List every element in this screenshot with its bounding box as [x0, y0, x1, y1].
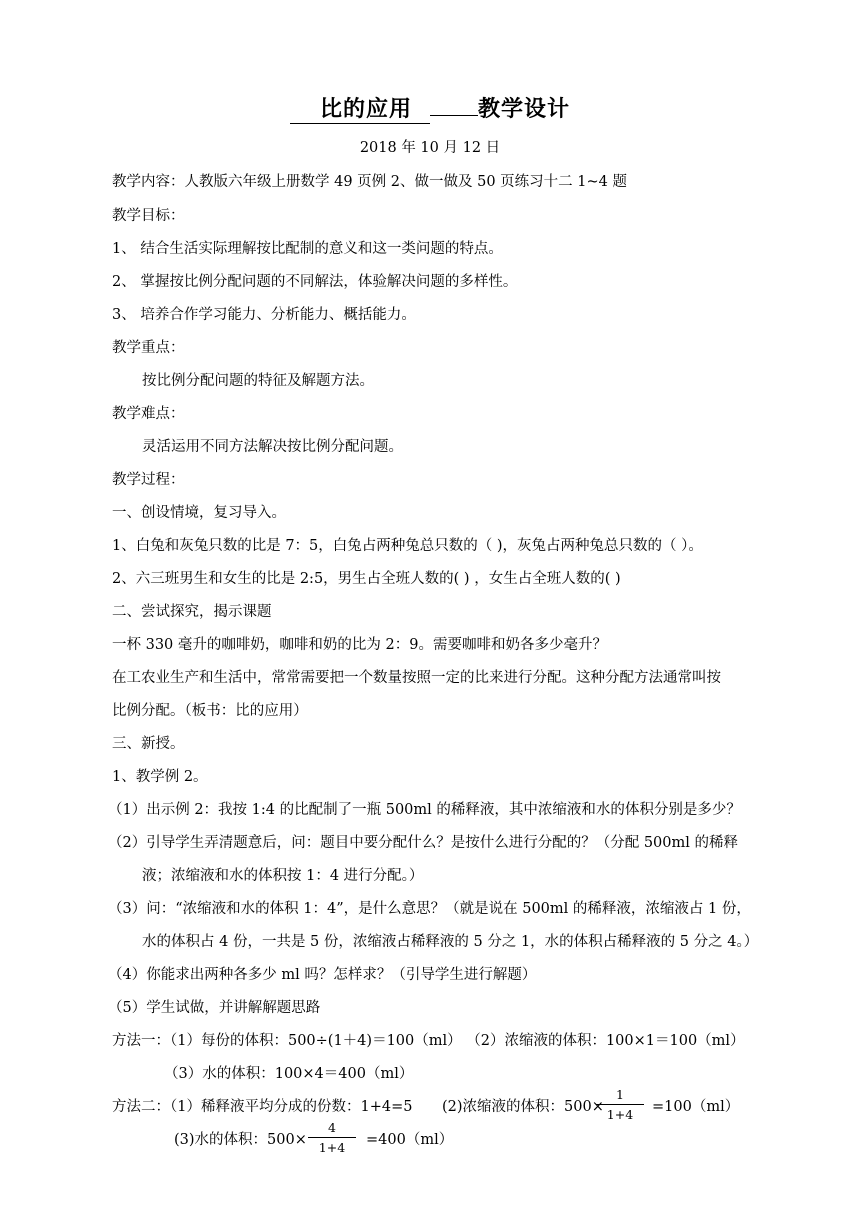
step-5: （5）学生试做，并讲解解题思路 — [108, 1000, 321, 1016]
page-title — [0, 92, 860, 124]
goal-item-2: 2、 掌握按比例分配问题的不同解法，体验解决问题的多样性。 — [112, 274, 518, 290]
step-3-line-2: 水的体积占 4 份，一共是 5 份，浓缩液占稀释液的 5 分之 1，水的体积占稀释液的 5 分之 4。） — [142, 934, 759, 950]
step-4: （4）你能求出两种各多少 ml 吗？怎样求？（引导学生进行解题） — [108, 967, 537, 983]
fraction-2-numerator: 4 — [328, 1120, 336, 1135]
date-line: 2018 年 10 月 12 日 — [359, 140, 501, 156]
goals-heading: 教学目标： — [112, 208, 185, 224]
goal-item-3: 3、 培养合作学习能力、分析能力、概括能力。 — [112, 307, 416, 323]
fraction-1-numerator: 1 — [616, 1087, 624, 1102]
step-2-line-1: （2）引导学生弄清题意后，问：题目中要分配什么？是按什么进行分配的？（分配 500ml 的稀释 — [108, 835, 739, 851]
key-point-text: 按比例分配问题的特征及解题方法。 — [142, 373, 374, 389]
section-1-heading: 一、创设情境，复习导入。 — [112, 505, 286, 521]
method-2-result-1: =100（ml） — [652, 1099, 740, 1115]
fraction-2 — [308, 1119, 356, 1156]
goal-item-1: 1、 结合生活实际理解按比配制的意义和这一类问题的特点。 — [112, 241, 503, 257]
section-2-heading: 二、尝试探究，揭示课题 — [112, 604, 272, 620]
method-1-line-2: （3）水的体积：100×4＝400（ml） — [164, 1066, 414, 1082]
concept-line-1: 在工农业生产和生活中，常常需要把一个数量按照一定的比来进行分配。这种分配方法通常叫按 — [112, 670, 721, 686]
step-2-line-2: 液；浓缩液和水的体积按 1：4 进行分配。） — [142, 868, 424, 884]
title-topic: 比的应用 — [290, 92, 430, 124]
fraction-1 — [596, 1086, 644, 1123]
fraction-2-denominator: 1+4 — [318, 1140, 346, 1155]
section-3-heading: 三、新授。 — [112, 736, 185, 752]
review-question-2: 2、六三班男生和女生的比是 2:5，男生占全班人数的( ) ，女生占全班人数的( ) — [112, 571, 621, 587]
method-2-step-2: (2)浓缩液的体积：500× — [442, 1099, 604, 1115]
content-line: 教学内容：人教版六年级上册数学 49 页例 2、做一做及 50 页练习十二 1~4 题 — [112, 174, 627, 190]
problem-intro: 一杯 330 毫升的咖啡奶，咖啡和奶的比为 2：9。需要咖啡和奶各多少毫升？ — [112, 637, 607, 653]
concept-line-2: 比例分配。（板书：比的应用） — [112, 703, 308, 719]
method-2-step-1: 方法二：（1）稀释液平均分成的份数：1+4=5 — [112, 1099, 413, 1115]
key-point-heading: 教学重点： — [112, 340, 185, 356]
process-heading: 教学过程： — [112, 472, 185, 488]
example-heading: 1、教学例 2。 — [112, 769, 208, 785]
step-1: （1）出示例 2：我按 1:4 的比配制了一瓶 500ml 的稀释液，其中浓缩液和水的体积分别是多少？ — [108, 802, 741, 818]
fraction-1-denominator: 1+4 — [606, 1107, 634, 1122]
method-2-result-2: =400（ml） — [366, 1132, 454, 1148]
title-underline-gap — [430, 115, 478, 116]
review-question-1: 1、白兔和灰兔只数的比是 7：5，白兔占两种兔总只数的（ )，灰兔占两种兔总只数的（ ）。 — [112, 538, 703, 554]
step-3-line-1: （3）问：“浓缩液和水的体积 1：4”，是什么意思？（就是说在 500ml 的稀释液，浓缩液占 1 份， — [108, 901, 751, 917]
title-suffix: 教学设计 — [478, 97, 571, 122]
method-2-step-3: (3)水的体积：500× — [174, 1132, 307, 1148]
difficulty-heading: 教学难点： — [112, 406, 185, 422]
difficulty-text: 灵活运用不同方法解决按比例分配问题。 — [142, 439, 403, 455]
method-1-line-1: 方法一：（1）每份的体积：500÷(1＋4)＝100（ml） （2）浓缩液的体积：100×1＝100（ml） — [112, 1033, 745, 1049]
